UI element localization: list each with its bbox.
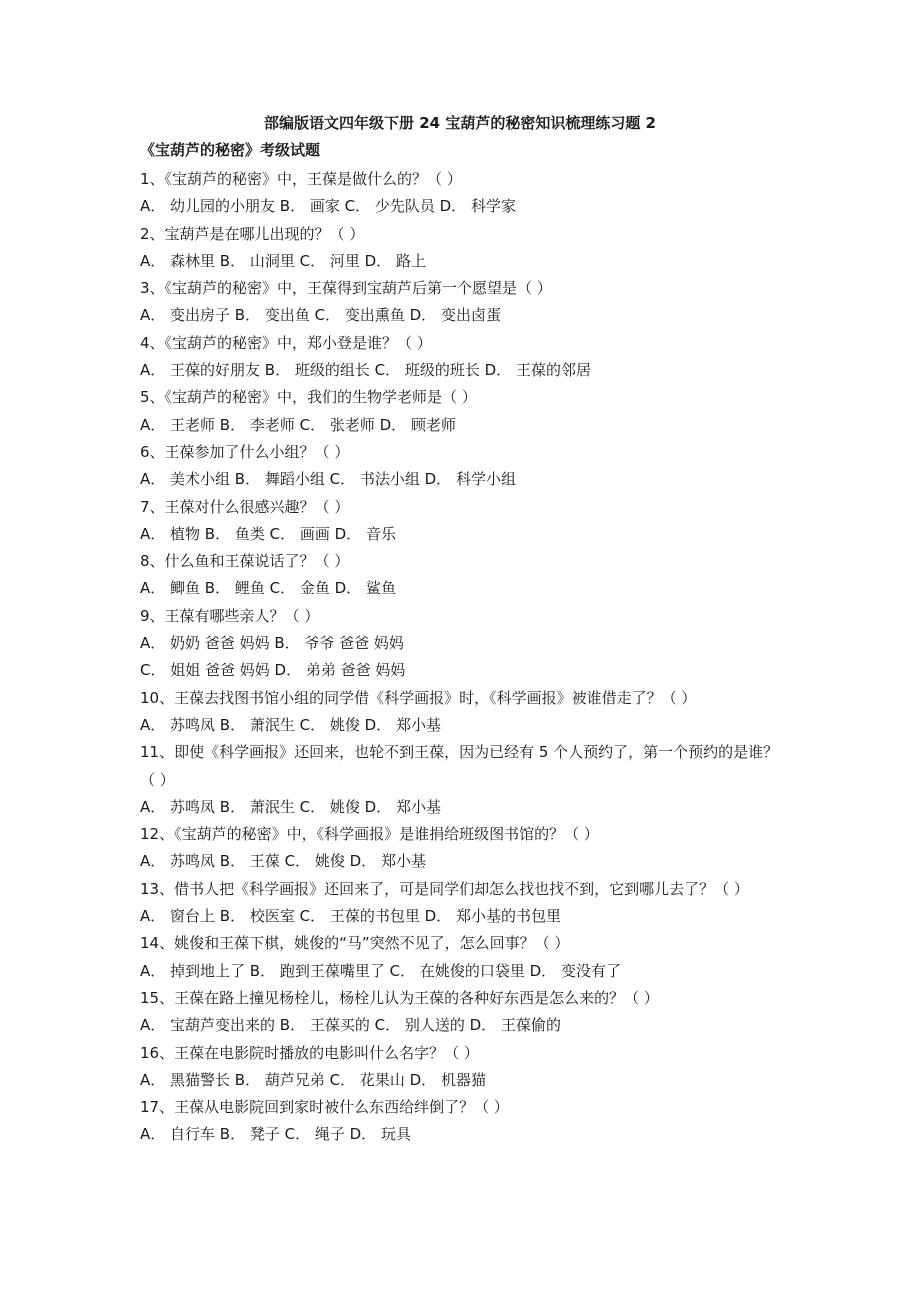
question-text: 7、王葆对什么很感兴趣？（ ）	[140, 497, 350, 516]
answer-options: A． 苏鸣凤 B． 萧泯生 C． 姚俊 D． 郑小基	[140, 715, 441, 734]
answer-options: A． 幼儿园的小朋友 B． 画家 C． 少先队员 D． 科学家	[140, 197, 516, 216]
question-text: 16、王葆在电影院时播放的电影叫什么名字？（ ）	[140, 1043, 479, 1062]
answer-options: A． 植物 B． 鱼类 C． 画画 D． 音乐	[140, 524, 396, 543]
answer-options: A． 美术小组 B． 舞蹈小组 C． 书法小组 D． 科学小组	[140, 470, 516, 489]
answer-options: A． 掉到地上了 B． 跑到王葆嘴里了 C． 在姚俊的口袋里 D． 变没有了	[140, 961, 621, 980]
question-text: 10、王葆去找图书馆小组的同学借《科学画报》时，《科学画报》被谁借走了？（ ）	[140, 688, 697, 707]
answer-options: A． 窗台上 B． 校医室 C． 王葆的书包里 D． 郑小基的书包里	[140, 907, 561, 926]
question-text: 3、《宝葫芦的秘密》中，王葆得到宝葫芦后第一个愿望是（ ）	[140, 279, 552, 298]
question-text: 15、王葆在路上撞见杨栓儿，杨栓儿认为王葆的各种好东西是怎么来的？（ ）	[140, 988, 659, 1007]
answer-options: A． 鲫鱼 B． 鲤鱼 C． 金鱼 D． 鲨鱼	[140, 579, 396, 598]
question-text: 11、即使《科学画报》还回来，也轮不到王葆，因为已经有 5 个人预约了，第一个预约的是谁？（ ）	[140, 743, 779, 789]
question-text: 12、《宝葫芦的秘密》中，《科学画报》是谁捐给班级图书馆的？（ ）	[140, 825, 599, 844]
answer-options: C． 姐姐 爸爸 妈妈 D． 弟弟 爸爸 妈妈	[140, 661, 406, 680]
answer-options: A． 王老师 B． 李老师 C． 张老师 D． 顾老师	[140, 415, 456, 434]
question-list	[140, 166, 780, 1149]
answer-options: A． 变出房子 B． 变出鱼 C． 变出熏鱼 D． 变出卤蛋	[140, 306, 501, 325]
answer-options: A． 宝葫芦变出来的 B． 王葆买的 C． 别人送的 D． 王葆偷的	[140, 1016, 561, 1035]
page-title: 部编版语文四年级下册 24 宝葫芦的秘密知识梳理练习题 2	[264, 114, 656, 132]
question-text: 6、王葆参加了什么小组？（ ）	[140, 442, 350, 461]
answer-options: A． 苏鸣凤 B． 萧泯生 C． 姚俊 D． 郑小基	[140, 797, 441, 816]
question-text: 1、《宝葫芦的秘密》中，王葆是做什么的？（ ）	[140, 170, 462, 188]
answer-options: A． 王葆的好朋友 B． 班级的组长 C． 班级的班长 D． 王葆的邻居	[140, 361, 591, 380]
answer-options: A． 森林里 B． 山洞里 C． 河里 D． 路上	[140, 251, 426, 270]
question-text: 2、宝葫芦是在哪儿出现的？（ ）	[140, 224, 365, 243]
answer-options: A． 奶奶 爸爸 妈妈 B． 爷爷 爸爸 妈妈	[140, 634, 404, 653]
question-text: 5、《宝葫芦的秘密》中，我们的生物学老师是（ ）	[140, 388, 477, 407]
question-text: 8、什么鱼和王葆说话了？（ ）	[140, 552, 350, 571]
question-text: 9、王葆有哪些亲人？（ ）	[140, 606, 320, 625]
question-text: 14、姚俊和王葆下棋，姚俊的“马”突然不见了，怎么回事？（ ）	[140, 934, 570, 953]
answer-options: A． 苏鸣凤 B． 王葆 C． 姚俊 D． 郑小基	[140, 852, 426, 871]
answer-options: A． 自行车 B． 凳子 C． 绳子 D． 玩具	[140, 1125, 411, 1144]
question-text: 13、借书人把《科学画报》还回来了，可是同学们却怎么找也找不到，它到哪儿去了？（ ）	[140, 879, 749, 898]
question-text: 17、王葆从电影院回到家时被什么东西给绊倒了？（ ）	[140, 1098, 509, 1117]
answer-options: A． 黑猫警长 B． 葫芦兄弟 C． 花果山 D． 机器猫	[140, 1070, 486, 1089]
question-text: 4、《宝葫芦的秘密》中，郑小登是谁？（ ）	[140, 333, 432, 352]
section-subtitle: 《宝葫芦的秘密》考级试题	[140, 141, 321, 159]
